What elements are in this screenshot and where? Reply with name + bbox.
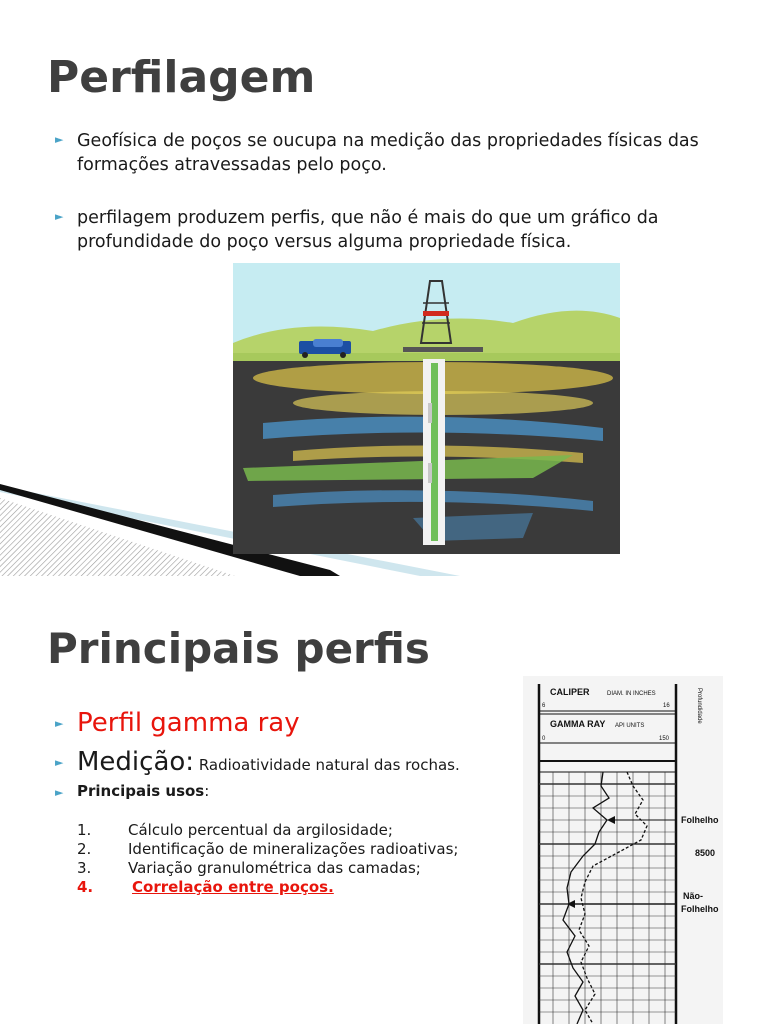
list-item-text: Variação granulométrica das camadas; <box>128 859 421 877</box>
caliper-min: 6 <box>542 703 546 709</box>
list-item-2 <box>77 840 458 858</box>
list-item-number: 1. <box>77 821 92 839</box>
uses-label: Principais usos <box>77 782 205 800</box>
page-title: Perfilagem <box>47 52 316 103</box>
list-item-3 <box>77 859 421 877</box>
bullet-arrow-icon: ► <box>55 133 64 146</box>
drilling-rig-illustration <box>233 263 620 554</box>
caliper-max: 16 <box>663 703 670 709</box>
list-item-4 <box>77 878 334 896</box>
section-title: Principais perfis <box>47 624 430 673</box>
folhelho-label: Folhelho <box>681 815 719 825</box>
list-item-number: 4. <box>77 878 94 896</box>
measurement-label: Medição: <box>77 747 195 777</box>
bullet-text-2: perfilagem produzem perfis, que não é mais do que um gráfico da profundidade do poço versus alguma propriedade física. <box>77 208 659 252</box>
uses-line <box>77 781 209 801</box>
measurement-line <box>77 746 460 781</box>
gamma-ray-min: 0 <box>542 736 546 742</box>
bullet-text-1: Geofísica de poços se oucupa na medição das propriedades físicas das formações atravessadas pelo poço. <box>77 131 699 175</box>
uses-colon: : <box>204 782 210 800</box>
bullet-arrow-icon: ► <box>55 717 64 730</box>
measurement-value: Radioatividade natural das rochas. <box>194 756 460 774</box>
caliper-label: CALIPER <box>550 687 590 697</box>
nao-label: Não- <box>683 891 703 901</box>
list-item-text: Identificação de mineralizações radioativas; <box>128 840 459 858</box>
depth-header: Profundidade <box>696 688 702 724</box>
list-item-text: Correlação entre poços. <box>132 878 334 896</box>
nao-folhelho-label: Folhelho <box>681 904 719 914</box>
gamma-ray-log-figure <box>523 676 723 1024</box>
bullet-arrow-icon: ► <box>55 786 64 799</box>
bullet-arrow-icon: ► <box>55 756 64 769</box>
list-item-number: 2. <box>77 840 92 858</box>
list-item-1 <box>77 821 393 839</box>
depth-8500-label: 8500 <box>695 848 716 858</box>
list-item-number: 3. <box>77 859 92 877</box>
gamma-ray-label: GAMMA RAY <box>550 719 606 729</box>
gamma-ray-heading: Perfil gamma ray <box>77 708 300 738</box>
caliper-units: DIAM. IN INCHES <box>607 691 656 697</box>
bullet-arrow-icon: ► <box>55 210 64 223</box>
gamma-ray-max: 150 <box>659 736 670 742</box>
slide-principais-perfis <box>0 576 768 1024</box>
gamma-ray-units: API UNITS <box>615 723 645 729</box>
list-item-text: Cálculo percentual da argilosidade; <box>128 821 393 839</box>
